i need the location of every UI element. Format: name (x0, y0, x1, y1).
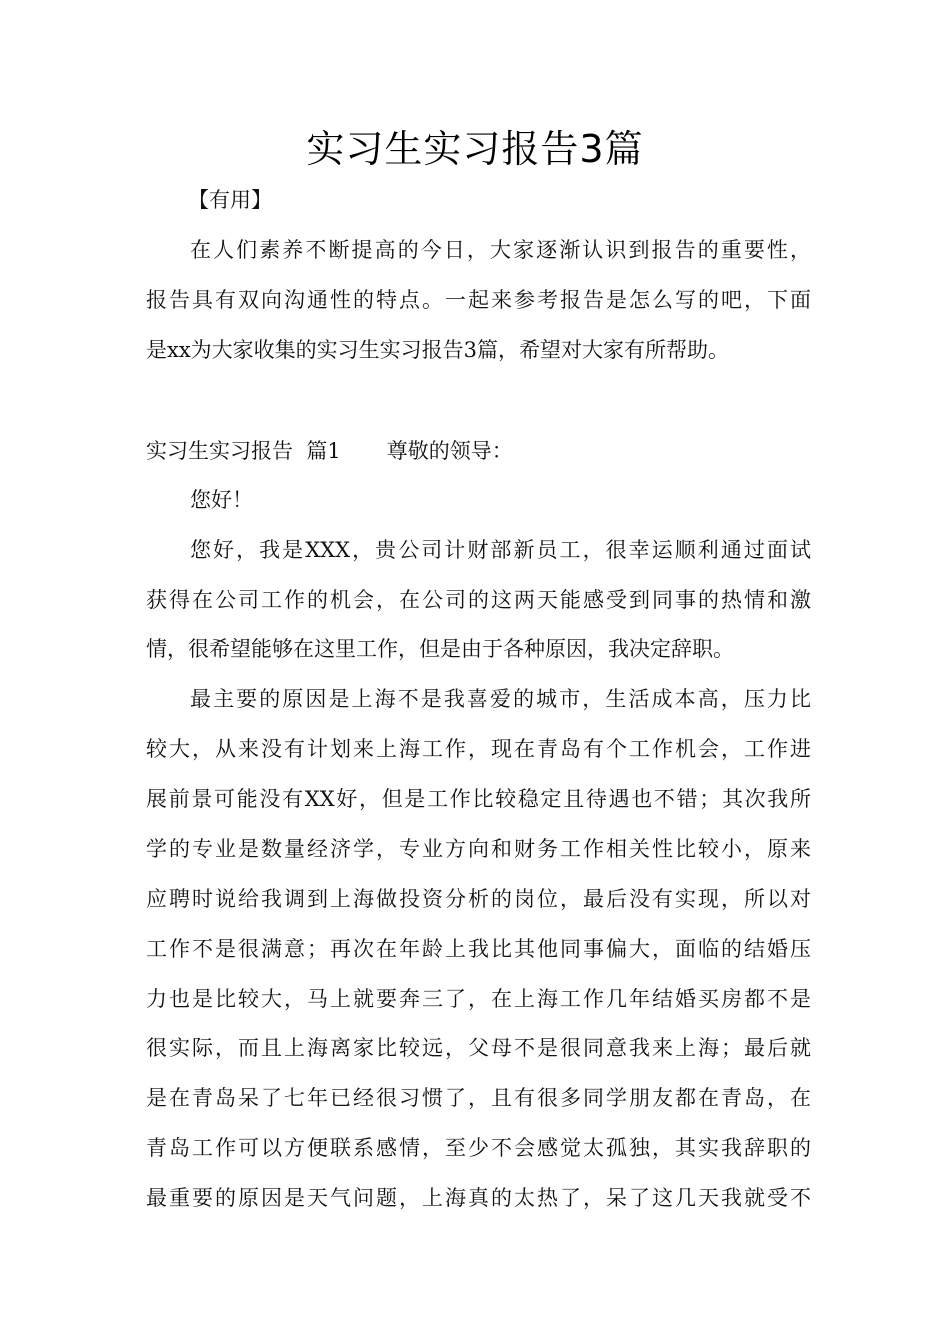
paragraph-line: 应聘时说给我调到上海做投资分析的岗位，最后没有实现，所以对 (146, 887, 811, 911)
section-title: 实习生实习报告 篇1 (146, 439, 341, 463)
intro-line: 在人们素养不断提高的今日，大家逐渐认识到报告的重要性， (190, 238, 811, 262)
salutation: 尊敬的领导： (386, 439, 513, 463)
paragraph-line: 学的专业是数量经济学，专业方向和财务工作相关性比较小，原来 (146, 837, 811, 861)
paragraph-line: 情，很希望能够在这里工作，但是由于各种原因，我决定辞职。 (146, 637, 734, 661)
paragraph-line: 获得在公司工作的机会，在公司的这两天能感受到同事的热情和激 (146, 588, 811, 612)
document-title: 实习生实习报告3篇 (306, 127, 644, 171)
greeting: 您好！ (190, 488, 253, 512)
intro-line: 报告具有双向沟通性的特点。一起来参考报告是怎么写的吧，下面 (146, 288, 811, 312)
paragraph-line: 青岛工作可以方便联系感情，至少不会感觉太孤独，其实我辞职的 (146, 1136, 811, 1160)
paragraph-line: 较大，从来没有计划来上海工作，现在青岛有个工作机会，工作进 (146, 737, 811, 761)
paragraph-line: 是在青岛呆了七年已经很习惯了，且有很多同学朋友都在青岛，在 (146, 1086, 811, 1110)
paragraph-line: 最重要的原因是天气问题，上海真的太热了，呆了这几天我就受不 (146, 1186, 811, 1210)
paragraph-line: 最主要的原因是上海不是我喜爱的城市，生活成本高，压力比 (190, 687, 811, 711)
paragraph-line: 您好，我是XXX，贵公司计财部新员工，很幸运顺利通过面试 (190, 538, 811, 562)
paragraph-line: 工作不是很满意；再次在年龄上我比其他同事偏大，面临的结婚压 (146, 937, 811, 961)
intro-line: 是xx为大家收集的实习生实习报告3篇，希望对大家有所帮助。 (146, 338, 730, 362)
paragraph-line: 展前景可能没有XX好，但是工作比较稳定且待遇也不错；其次我所 (146, 787, 811, 811)
document-tag: 【有用】 (188, 188, 272, 212)
paragraph-line: 力也是比较大，马上就要奔三了，在上海工作几年结婚买房都不是 (146, 987, 811, 1011)
paragraph-line: 很实际，而且上海离家比较远，父母不是很同意我来上海；最后就 (146, 1036, 811, 1060)
section-heading (146, 436, 513, 466)
